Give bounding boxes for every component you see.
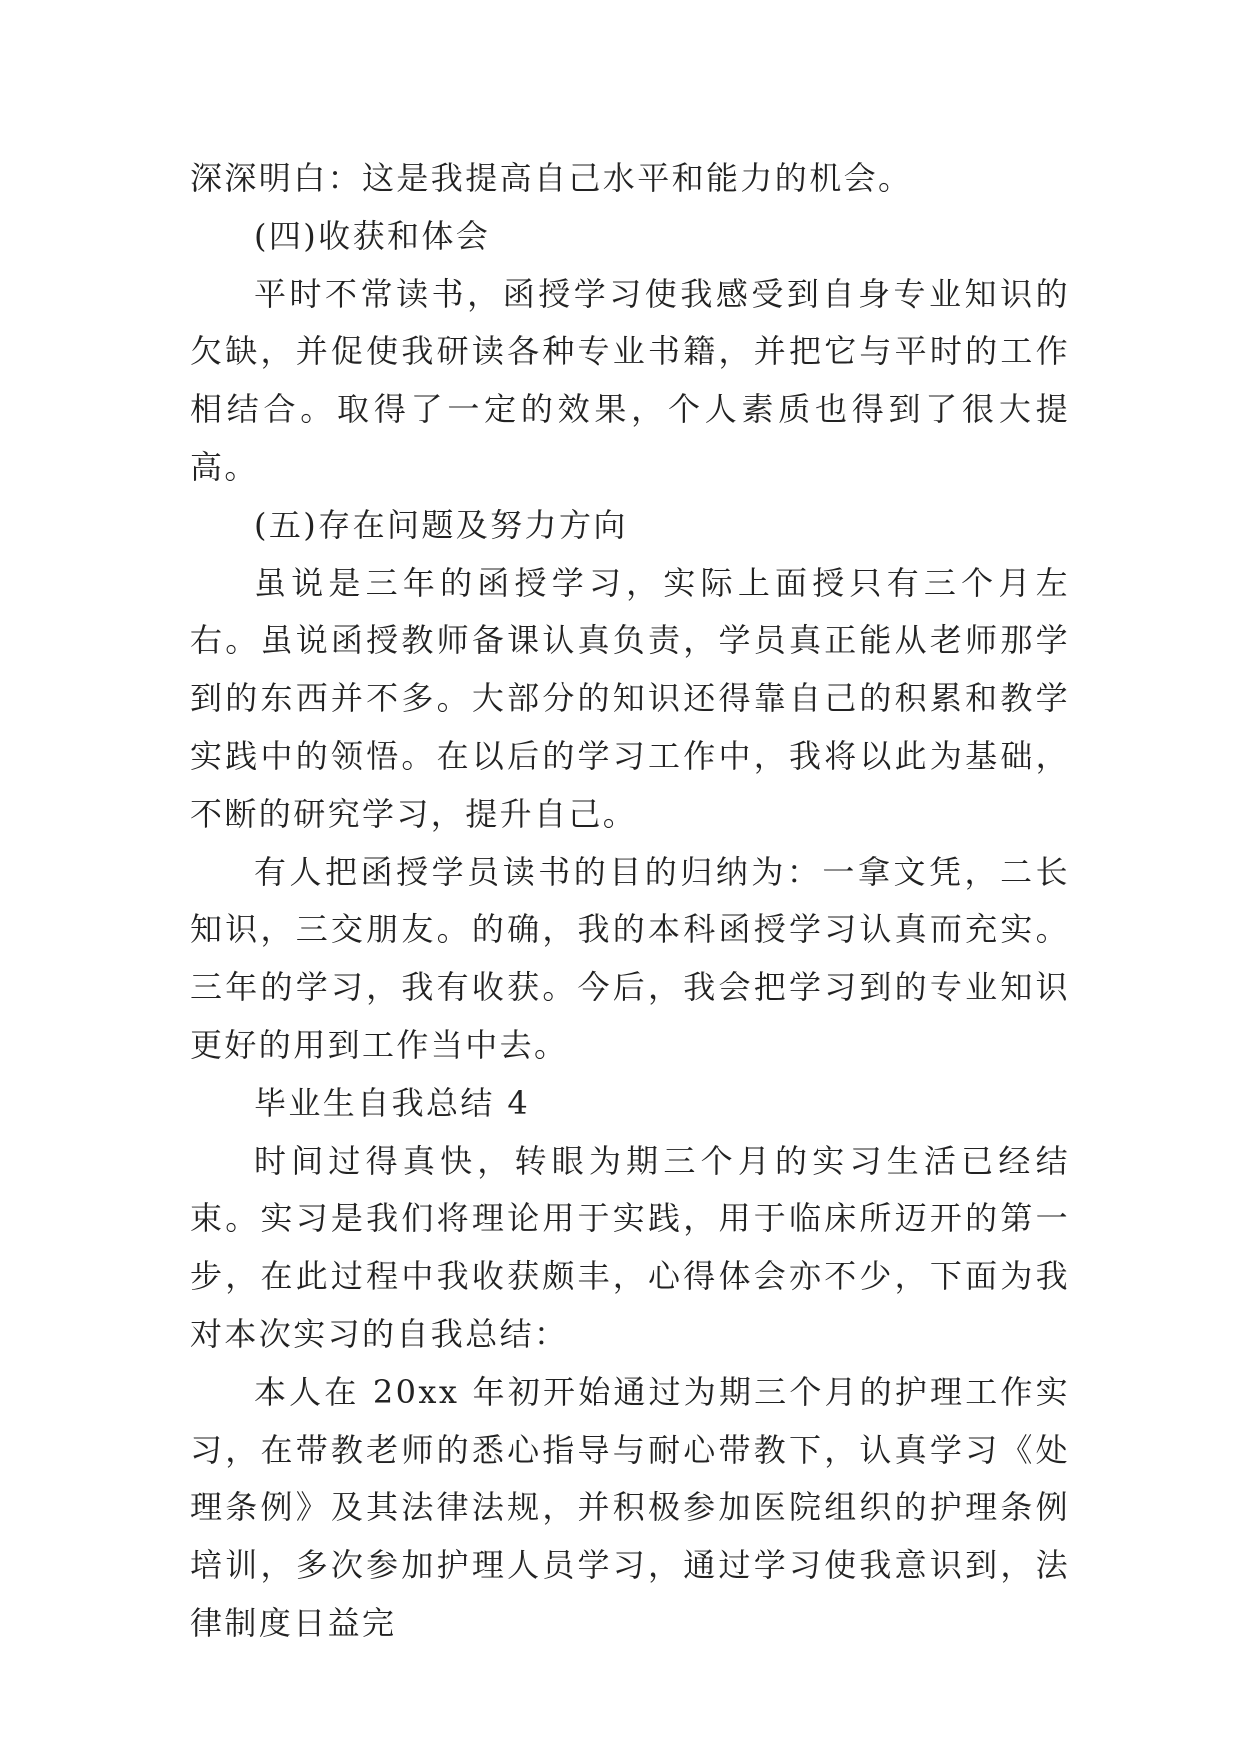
paragraph-internship-details: 本人在 20xx 年初开始通过为期三个月的护理工作实习，在带教老师的悉心指导与耐心带教下，认真学习《处理条例》及其法律法规，并积极参加医院组织的护理条例培训，多次参加护理人员学习，通过学习使我意识到，法律制度日益完 [190,1372,1070,1642]
paragraph-internship-intro: 时间过得真快，转眼为期三个月的实习生活已经结束。实习是我们将理论用于实践，用于临床所迈开的第一步，在此过程中我收获颇丰，心得体会亦不少，下面为我对本次实习的自我总结： [190,1141,1070,1353]
paragraph-purpose: 有人把函授学员读书的目的归纳为：一拿文凭，二长知识，三交朋友。的确，我的本科函授学习认真而充实。三年的学习，我有收获。今后，我会把学习到的专业知识更好的用到工作当中去。 [190,852,1070,1064]
paragraph-problems: 虽说是三年的函授学习，实际上面授只有三个月左右。虽说函授教师备课认真负责，学员真正能从老师那学到的东西并不多。大部分的知识还得靠自己的积累和教学实践中的领悟。在以后的学习工作中，我将以此为基础，不断的研究学习，提升自己。 [190,563,1070,833]
paragraph-harvest: 平时不常读书，函授学习使我感受到自身专业知识的欠缺，并促使我研读各种专业书籍，并把它与平时的工作相结合。取得了一定的效果，个人素质也得到了很大提高。 [190,274,1070,486]
paragraph-continuation: 深深明白：这是我提高自己水平和能力的机会。 [190,159,913,197]
section-title-summary-4: 毕业生自我总结 4 [254,1083,531,1122]
document-body [190,150,1070,1653]
section-heading-problems: (五)存在问题及努力方向 [254,505,628,544]
section-heading-harvest: (四)收获和体会 [254,216,491,255]
